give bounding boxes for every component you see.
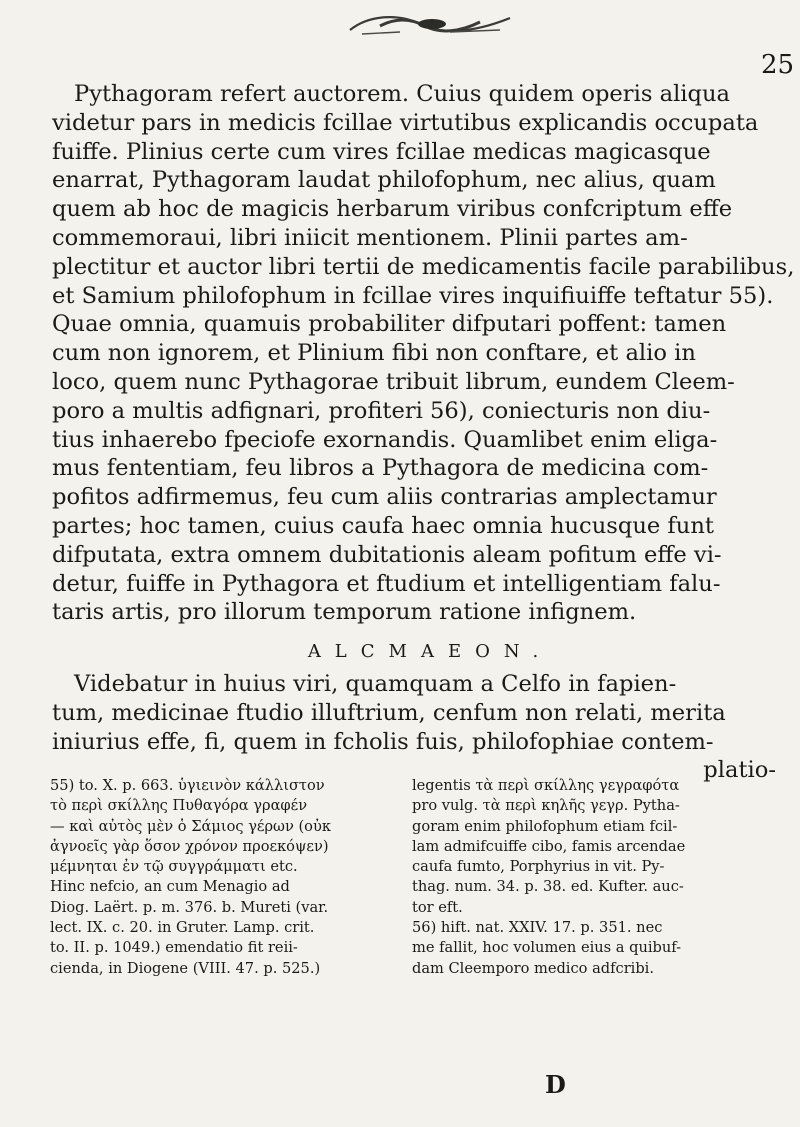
- body-line: pofitos adfirmemus, feu cum aliis contrarias amplectamur: [52, 484, 717, 511]
- body-line: poro a multis adfignari, profiteri 56), coniecturis non diu-: [52, 397, 711, 424]
- body-paragraph: [52, 80, 786, 109]
- footnote-line: 56) hift. nat. XXIV. 17. p. 351. nec: [412, 919, 663, 937]
- footnote-line: tor eft.: [412, 898, 463, 916]
- body-line: plectitur et auctor libri tertii de medicamentis facile parabilibus,: [52, 253, 795, 280]
- body-line: detur, fuiffe in Pythagora et ftudium et intelligentiam falu-: [52, 570, 721, 597]
- footnote-line: — καὶ αὐτὸς μὲν ὁ Σάμιος γέρων (οὐκ: [50, 817, 331, 835]
- footnote-line: dam Cleemporo medico adfcribi.: [412, 959, 654, 977]
- footnote-line: lect. IX. c. 20. in Gruter. Lamp. crit.: [50, 919, 315, 937]
- body-line: mus fententiam, feu libros a Pythagora de medicina com-: [52, 455, 709, 482]
- footnote-line: legentis τὰ περὶ σκίλλης γεγραφότα: [412, 777, 680, 794]
- footnote-line: ἀγνοεῖς γὰρ ὅσον χρόνον προεκόψεν): [50, 837, 329, 855]
- body-line: difputata, extra omnem dubitationis aleam pofitum effe vi-: [52, 541, 722, 568]
- footnotes-left: [50, 776, 400, 979]
- section-text: [52, 670, 786, 785]
- footnote-line: to. II. p. 1049.) emendatio fit reii-: [50, 939, 298, 957]
- footnote-line: Diog. Laërt. p. m. 376. b. Mureti (var.: [50, 898, 329, 916]
- body-line: Quae omnia, quamuis probabiliter difputari poffent: tamen: [52, 311, 727, 338]
- body-line: taris artis, pro illorum temporum ratione infignem.: [52, 599, 637, 626]
- footnote-line: 55) to. X. p. 663. ὑγιεινὸν κάλλιστον: [50, 777, 325, 794]
- body-line: fuiffe. Plinius certe cum vires fcillae medicas magicasque: [52, 138, 711, 165]
- footnotes-right: [412, 776, 788, 979]
- body-line: Pythagoram refert auctorem. Cuius quidem operis aliqua: [74, 81, 731, 107]
- ornament-icon: [340, 4, 520, 40]
- footnote-line: cienda, in Diogene (VIII. 47. p. 525.): [50, 959, 321, 977]
- catchword: platio-: [703, 757, 776, 784]
- footnote-line: thag. num. 34. p. 38. ed. Kufter. auc-: [412, 878, 684, 896]
- footnote-line: caufa fumto, Porphyrius in vit. Py-: [412, 858, 665, 876]
- section-line: iniurius effe, fi, quem in fcholis fuis, philofophiae contem-: [52, 728, 714, 755]
- footnote-line: Hinc nefcio, an cum Menagio ad: [50, 878, 290, 896]
- body-line: tius inhaerebo fpeciofe exornandis. Quamlibet enim eliga-: [52, 426, 718, 453]
- body-line: commemoraui, libri iniicit mentionem. Plinii partes am-: [52, 224, 688, 251]
- section-heading: ALCMAEON.: [307, 641, 553, 662]
- body-line: quem ab hoc de magicis herbarum viribus confcriptum effe: [52, 196, 733, 223]
- body-line: partes; hoc tamen, cuius caufa haec omnia hucusque funt: [52, 512, 714, 539]
- body-line: enarrat, Pythagoram laudat philofophum, nec alius, quam: [52, 167, 716, 194]
- footnote-line: goram enim philofophum etiam fcil-: [412, 817, 678, 835]
- body-line: loco, quem nunc Pythagorae tribuit librum, eundem Cleem-: [52, 368, 735, 395]
- footnote-line: μέμνηται ἐν τῷ συγγράμματι etc.: [50, 858, 298, 876]
- footnote-line: pro vulg. τὰ περὶ κηλῆς γεγρ. Pytha-: [412, 797, 680, 815]
- footnote-line: lam admifcuiffe cibo, famis arcendae: [412, 837, 686, 855]
- body-line: cum non ignorem, et Plinium fibi non conftare, et alio in: [52, 340, 696, 367]
- section-line: tum, medicinae ftudio illuftrium, cenfum non relati, merita: [52, 699, 726, 726]
- signature-mark: D: [545, 1070, 566, 1099]
- main-text: [52, 80, 795, 627]
- section-line: Videbatur in huius viri, quamquam a Celfo in fapien-: [74, 671, 677, 697]
- body-line: et Samium philofophum in fcillae vires inquifiuiffe teftatur 55).: [52, 282, 774, 309]
- body-line: videtur pars in medicis fcillae virtutibus explicandis occupata: [52, 109, 759, 136]
- footnote-line: me fallit, hoc volumen eius a quibuf-: [412, 939, 682, 957]
- footnote-line: τὸ περὶ σκίλλης Πυθαγόρα γραφέν: [50, 797, 308, 815]
- page-number: 25: [761, 50, 795, 80]
